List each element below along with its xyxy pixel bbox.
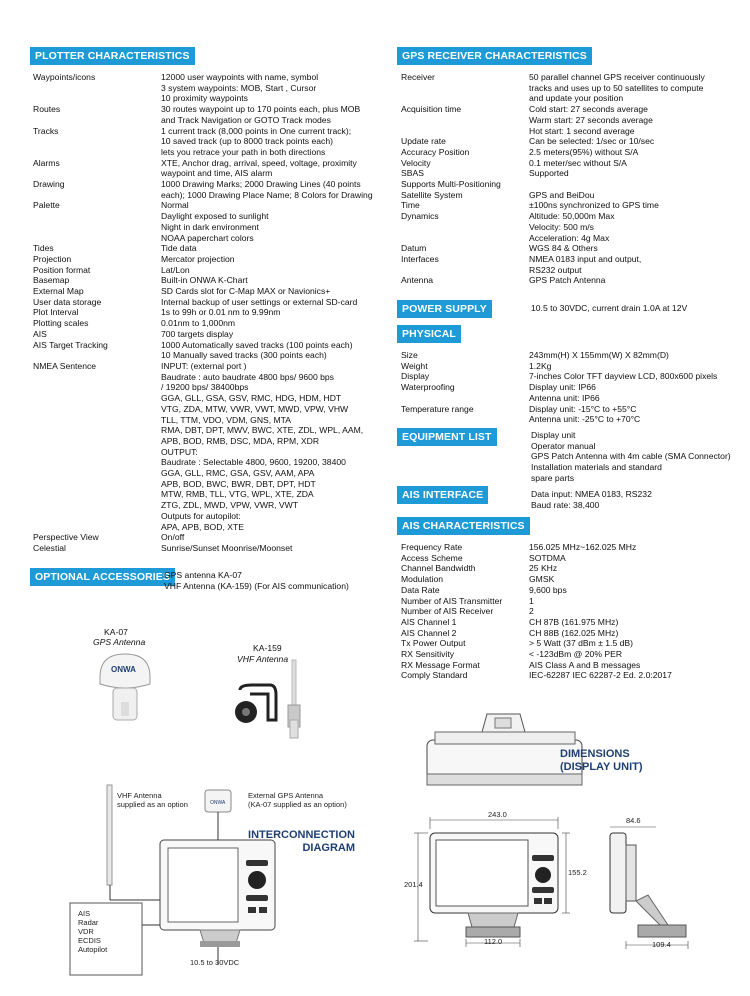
plotter-spec-key: External Map xyxy=(33,286,84,297)
plotter-spec-row xyxy=(33,275,373,286)
physical-spec-row xyxy=(401,404,741,425)
physical-spec-list xyxy=(401,350,741,425)
plotter-spec-value: 1 current track (8,000 points in One current track); 10 saved track (up to 8000 track points each) lets you retrace your path in both directions xyxy=(161,125,352,157)
power-text: 10.5 to 30VDC, current drain 1.0A at 12V xyxy=(531,303,688,313)
gps-spec-row xyxy=(401,275,741,286)
ais-spec-row xyxy=(401,596,741,607)
plotter-header: PLOTTER CHARACTERISTICS xyxy=(30,47,195,65)
gps-spec-key: Antenna xyxy=(401,275,434,286)
plotter-spec-row xyxy=(33,179,373,200)
ais-spec-row xyxy=(401,585,741,596)
gps-spec-row xyxy=(401,200,741,211)
ais-spec-key: Frequency Rate xyxy=(401,542,463,552)
plotter-spec-value: 12000 user waypoints with name, symbol 3 system waypoints: MOB, Start , Cursor 10 proximity waypoints xyxy=(161,72,319,104)
gps-spec-key: Velocity xyxy=(401,157,431,168)
gps-spec-value: 50 parallel channel GPS receiver continuously tracks and uses up to 50 satellites to compute and update your position xyxy=(529,72,705,104)
ais-spec-row xyxy=(401,542,741,553)
plotter-spec-key: Drawing xyxy=(33,179,65,190)
plotter-spec-value: Sunrise/Sunset Moonrise/Moonset xyxy=(161,542,293,553)
gps-spec-key: Receiver xyxy=(401,72,435,82)
plotter-spec-row xyxy=(33,104,373,125)
plotter-spec-key: Plot Interval xyxy=(33,307,79,318)
gps-spec-row xyxy=(401,147,741,158)
physical-spec-value: 1.2Kg xyxy=(529,360,552,371)
ais-spec-row xyxy=(401,617,741,628)
ais-spec-row xyxy=(401,553,741,564)
plotter-spec-row xyxy=(33,200,373,243)
plotter-spec-row xyxy=(33,532,373,543)
physical-spec-value: 243mm(H) X 155mm(W) X 82mm(D) xyxy=(529,350,669,360)
gps-spec-key: Update rate xyxy=(401,136,446,147)
ais-spec-key: RX Sensitivity xyxy=(401,649,455,660)
gps-spec-row xyxy=(401,104,741,136)
physical-spec-value: 7-inches Color TFT dayview LCD, 800x600 pixels xyxy=(529,371,718,382)
ais-spec-row xyxy=(401,660,741,671)
ais-spec-value: > 5 Watt (37 dBm ± 1.5 dB) xyxy=(529,638,633,649)
physical-spec-row xyxy=(401,350,741,361)
ais-spec-key: Tx Power Output xyxy=(401,638,466,649)
gps-spec-key: Acquisition time xyxy=(401,104,462,115)
plotter-spec-value: Mercator projection xyxy=(161,253,235,264)
ais-interface-text: Data input: NMEA 0183, RS232 Baud rate: 38,400 xyxy=(531,489,652,510)
gps-spec-row xyxy=(401,211,741,243)
physical-spec-value: Display unit: IP66 Antenna unit: IP66 xyxy=(529,382,600,403)
plotter-spec-row xyxy=(33,543,373,554)
ais-spec-key: Modulation xyxy=(401,574,444,585)
interconnection-diagram xyxy=(60,785,360,985)
ais-spec-value: SOTDMA xyxy=(529,552,566,563)
plotter-spec-key: User data storage xyxy=(33,296,102,307)
ais-spec-key: Channel Bandwidth xyxy=(401,563,476,574)
ais-spec-key: Access Scheme xyxy=(401,552,463,563)
gps-spec-row xyxy=(401,168,741,179)
ais-spec-value: 156.025 MHz~162.025 MHz xyxy=(529,542,637,552)
plotter-spec-list xyxy=(33,72,373,554)
plotter-spec-key: NMEA Sentence xyxy=(33,360,97,371)
physical-spec-row xyxy=(401,361,741,372)
plotter-spec-key: Position format xyxy=(33,264,91,275)
ais-spec-row xyxy=(401,606,741,617)
plotter-spec-value: Normal Daylight exposed to sunlight Night in dark environment NOAA paperchart colors xyxy=(161,200,269,243)
gps-spec-value: NMEA 0183 input and output, RS232 output xyxy=(529,253,642,275)
plotter-spec-row xyxy=(33,254,373,265)
ais-spec-value: CH 88B (162.025 MHz) xyxy=(529,627,619,638)
physical-spec-row xyxy=(401,382,741,403)
plotter-spec-row xyxy=(33,158,373,179)
plotter-spec-value: Internal backup of user settings or external SD-card xyxy=(161,296,358,307)
physical-spec-key: Weight xyxy=(401,360,428,371)
gps-spec-row xyxy=(401,179,741,200)
physical-spec-row xyxy=(401,371,741,382)
dimensions-drawing xyxy=(398,815,708,955)
gps-spec-row xyxy=(401,72,741,104)
plotter-spec-value: 30 routes waypoint up to 170 points each, plus MOB and Track Navigation or GOTO Track modes xyxy=(161,104,361,125)
plotter-spec-key: Perspective View xyxy=(33,532,99,543)
ais-spec-key: Number of AIS Receiver xyxy=(401,606,494,617)
ka07-name: KA-07 xyxy=(104,627,128,637)
plotter-spec-row xyxy=(33,265,373,276)
interconnection-title: INTERCONNECTION DIAGRAM xyxy=(248,829,355,854)
plotter-spec-key: Plotting scales xyxy=(33,318,89,329)
gps-spec-value: GPS Patch Antenna xyxy=(529,275,606,286)
ais-spec-key: Data Rate xyxy=(401,584,440,595)
physical-spec-value: Display unit: -15°C to +55°C Antenna unit: -25°C to +70°C xyxy=(529,403,641,425)
gps-spec-value: WGS 84 & Others xyxy=(529,243,598,254)
dim-width-112: 112.0 xyxy=(484,937,503,946)
gps-header: GPS RECEIVER CHARACTERISTICS xyxy=(397,47,592,65)
plotter-spec-key: Tracks xyxy=(33,125,59,136)
gps-spec-row xyxy=(401,254,741,275)
plotter-spec-value: INPUT: (external port ) Baudrate : auto baudrate 4800 bps/ 9600 bps / 19200 bps/ 38400bps GGA, GLL, GSA, GSV, RMC, HDG, HDM, HDT VTG, ZDA, MTW, VWR, VWT, MWD, VPW, VHW TLL, TTM, VDO, VDM, GNS, MTA RMA, DBT, DPT, MWV, BWC, XTE, ZDL, WPL, AAM, APB, BOD, RMB, DSC, MDA, RPM, XDR OUTPUT: Baudrate : Selectable 4800, 9600, 19200, 38400 GGA, GLL, RMC, GSA, GSV, AAM, APA APB, BOD, BWC, BWR, DBT, DPT, HDT MTW, RMB, TLL, VTG, WPL, XTE, ZDA ZTG, ZDL, MWD, VPW, VWR, VWT Outputs for autopilot: APA, APB, BOD, XTE xyxy=(161,360,364,532)
ais-spec-value: 9,600 bps xyxy=(529,584,567,595)
plotter-spec-row xyxy=(33,72,373,104)
physical-spec-key: Waterproofing xyxy=(401,382,455,393)
dim-depth-84: 84.6 xyxy=(626,816,641,825)
ais-spec-value: < -123dBm @ 20% PER xyxy=(529,649,623,660)
gps-spec-value: Altitude: 50,000m Max Velocity: 500 m/s Acceleration: 4g Max xyxy=(529,211,615,243)
plotter-spec-value: 1s to 99h or 0.01 nm to 9.99nm xyxy=(161,307,281,318)
svg-text:ONWA: ONWA xyxy=(210,800,226,806)
ais-spec-value: 2 xyxy=(529,606,534,617)
ais-spec-value: IEC-62287 IEC 62287-2 Ed. 2.0:2017 xyxy=(529,670,672,681)
ais-spec-list xyxy=(401,542,741,681)
accessories-text: GPS antenna KA-07 VHF Antenna (KA-159) (For AIS communication) xyxy=(164,570,349,591)
ka159-name: KA-159 xyxy=(253,643,282,653)
plotter-spec-key: AIS Target Tracking xyxy=(33,339,108,350)
plotter-spec-key: Waypoints/icons xyxy=(33,72,96,82)
ka159-desc: VHF Antenna xyxy=(237,654,289,664)
gps-spec-key: Time xyxy=(401,200,420,211)
physical-spec-key: Size xyxy=(401,350,418,360)
plotter-spec-key: Projection xyxy=(33,253,72,264)
ais-spec-row xyxy=(401,649,741,660)
plotter-spec-value: On/off xyxy=(161,532,185,543)
ais-spec-key: AIS Channel 1 xyxy=(401,616,457,627)
gps-spec-value: Can be selected: 1/sec or 10/sec xyxy=(529,136,655,147)
gps-spec-value: 2.5 meters(95%) without S/A xyxy=(529,146,639,157)
ais-spec-row xyxy=(401,574,741,585)
gps-antenna-note: External GPS Antenna (KA-07 supplied as an option) xyxy=(248,791,347,809)
plotter-spec-row xyxy=(33,307,373,318)
ais-char-header: AIS CHARACTERISTICS xyxy=(397,517,530,535)
ais-spec-row xyxy=(401,670,741,681)
plotter-spec-key: Tides xyxy=(33,243,54,254)
ais-spec-value: GMSK xyxy=(529,574,555,585)
gps-spec-value: ±100ns synchronized to GPS time xyxy=(529,200,659,211)
plotter-spec-row xyxy=(33,126,373,158)
plotter-spec-value: Lat/Lon xyxy=(161,264,190,275)
plotter-spec-row xyxy=(33,329,373,340)
ka07-desc: GPS Antenna xyxy=(93,637,146,647)
physical-spec-key: Temperature range xyxy=(401,403,474,414)
ais-interface-header: AIS INTERFACE xyxy=(397,486,488,504)
plotter-spec-row xyxy=(33,286,373,297)
connected-devices-list: AIS Radar VDR ECDIS Autopilot xyxy=(78,909,108,954)
plotter-spec-key: AIS xyxy=(33,328,47,339)
dimensions-title: DIMENSIONS (DISPLAY UNIT) xyxy=(560,748,643,773)
gps-spec-key: Supports Multi-Positioning Satellite System xyxy=(401,179,501,200)
ais-spec-key: Number of AIS Transmitter xyxy=(401,595,503,606)
ais-spec-row xyxy=(401,638,741,649)
gps-spec-row xyxy=(401,136,741,147)
power-header: POWER SUPPLY xyxy=(397,300,492,318)
physical-spec-key: Display xyxy=(401,371,430,382)
ais-spec-key: Comply Standard xyxy=(401,670,468,681)
gps-spec-value: Supported xyxy=(529,168,569,179)
equipment-text: Display unit Operator manual GPS Patch Antenna with 4m cable (SMA Connector) Installation materials and standard spare parts xyxy=(531,430,731,483)
plotter-spec-value: SD Cards slot for C-Map MAX or Navionics+ xyxy=(161,286,331,297)
plotter-spec-value: Tide data xyxy=(161,243,197,254)
dim-height-155: 155.2 xyxy=(568,868,587,877)
plotter-spec-value: XTE, Anchor drag, arrival, speed, voltage, proximity waypoint and time, AIS alarm xyxy=(161,157,357,179)
accessories-header: OPTIONAL ACCESSORIES xyxy=(30,568,175,586)
ka07-brand-logo: ONWA xyxy=(111,665,136,674)
equipment-header: EQUIPMENT LIST xyxy=(397,428,497,446)
ais-spec-row xyxy=(401,628,741,639)
vhf-antenna-note: VHF Antenna supplied as an option xyxy=(117,791,188,809)
plotter-spec-value: 1000 Automatically saved tracks (100 points each) 10 Manually saved tracks (300 points each) xyxy=(161,339,353,361)
ais-spec-value: 25 KHz xyxy=(529,563,558,574)
plotter-spec-key: Routes xyxy=(33,104,61,115)
gps-spec-row xyxy=(401,243,741,254)
ais-spec-key: AIS Channel 2 xyxy=(401,627,457,638)
plotter-spec-row xyxy=(33,340,373,361)
gps-spec-key: SBAS xyxy=(401,168,424,179)
ais-spec-value: CH 87B (161.975 MHz) xyxy=(529,616,619,627)
plotter-spec-row xyxy=(33,361,373,532)
gps-spec-row xyxy=(401,158,741,169)
plotter-spec-row xyxy=(33,297,373,308)
dim-height-201: 201.4 xyxy=(404,880,423,889)
dim-width-243: 243.0 xyxy=(488,810,507,819)
plotter-spec-key: Palette xyxy=(33,200,60,211)
ais-spec-key: RX Message Format xyxy=(401,659,480,670)
gps-spec-value: Cold start: 27 seconds average Warm start: 27 seconds average Hot start: 1 second average xyxy=(529,104,653,136)
ais-spec-value: 1 xyxy=(529,595,534,606)
ka159-antenna-image xyxy=(230,660,320,740)
gps-spec-key: Interfaces xyxy=(401,253,439,264)
ais-spec-row xyxy=(401,563,741,574)
plotter-spec-key: Celestial xyxy=(33,542,66,553)
plotter-spec-key: Basemap xyxy=(33,275,70,286)
gps-spec-value: GPS and BeiDou xyxy=(529,189,595,200)
gps-spec-key: Accuracy Position xyxy=(401,146,470,157)
plotter-spec-value: Built-in ONWA K-Chart xyxy=(161,275,248,286)
gps-spec-key: Datum xyxy=(401,243,427,254)
gps-spec-list xyxy=(401,72,741,286)
ka07-antenna-image xyxy=(95,652,155,722)
plotter-spec-row xyxy=(33,243,373,254)
gps-spec-key: Dynamics xyxy=(401,211,439,222)
plotter-spec-value: 700 targets display xyxy=(161,328,234,339)
plotter-spec-value: 0.01nm to 1,000nm xyxy=(161,318,236,329)
gps-spec-value: 0.1 meter/sec without S/A xyxy=(529,157,627,168)
dim-depth-109: 109.4 xyxy=(652,940,671,949)
plotter-spec-row xyxy=(33,318,373,329)
plotter-spec-value: 1000 Drawing Marks; 2000 Drawing Lines (40 points each); 1000 Drawing Place Name; 8 Colors for Drawing xyxy=(161,179,373,200)
plotter-spec-key: Alarms xyxy=(33,157,60,168)
ais-spec-value: AIS Class A and B messages xyxy=(529,659,641,670)
power-input-label: 10.5 to 30VDC xyxy=(190,958,240,967)
physical-header: PHYSICAL xyxy=(397,325,461,343)
